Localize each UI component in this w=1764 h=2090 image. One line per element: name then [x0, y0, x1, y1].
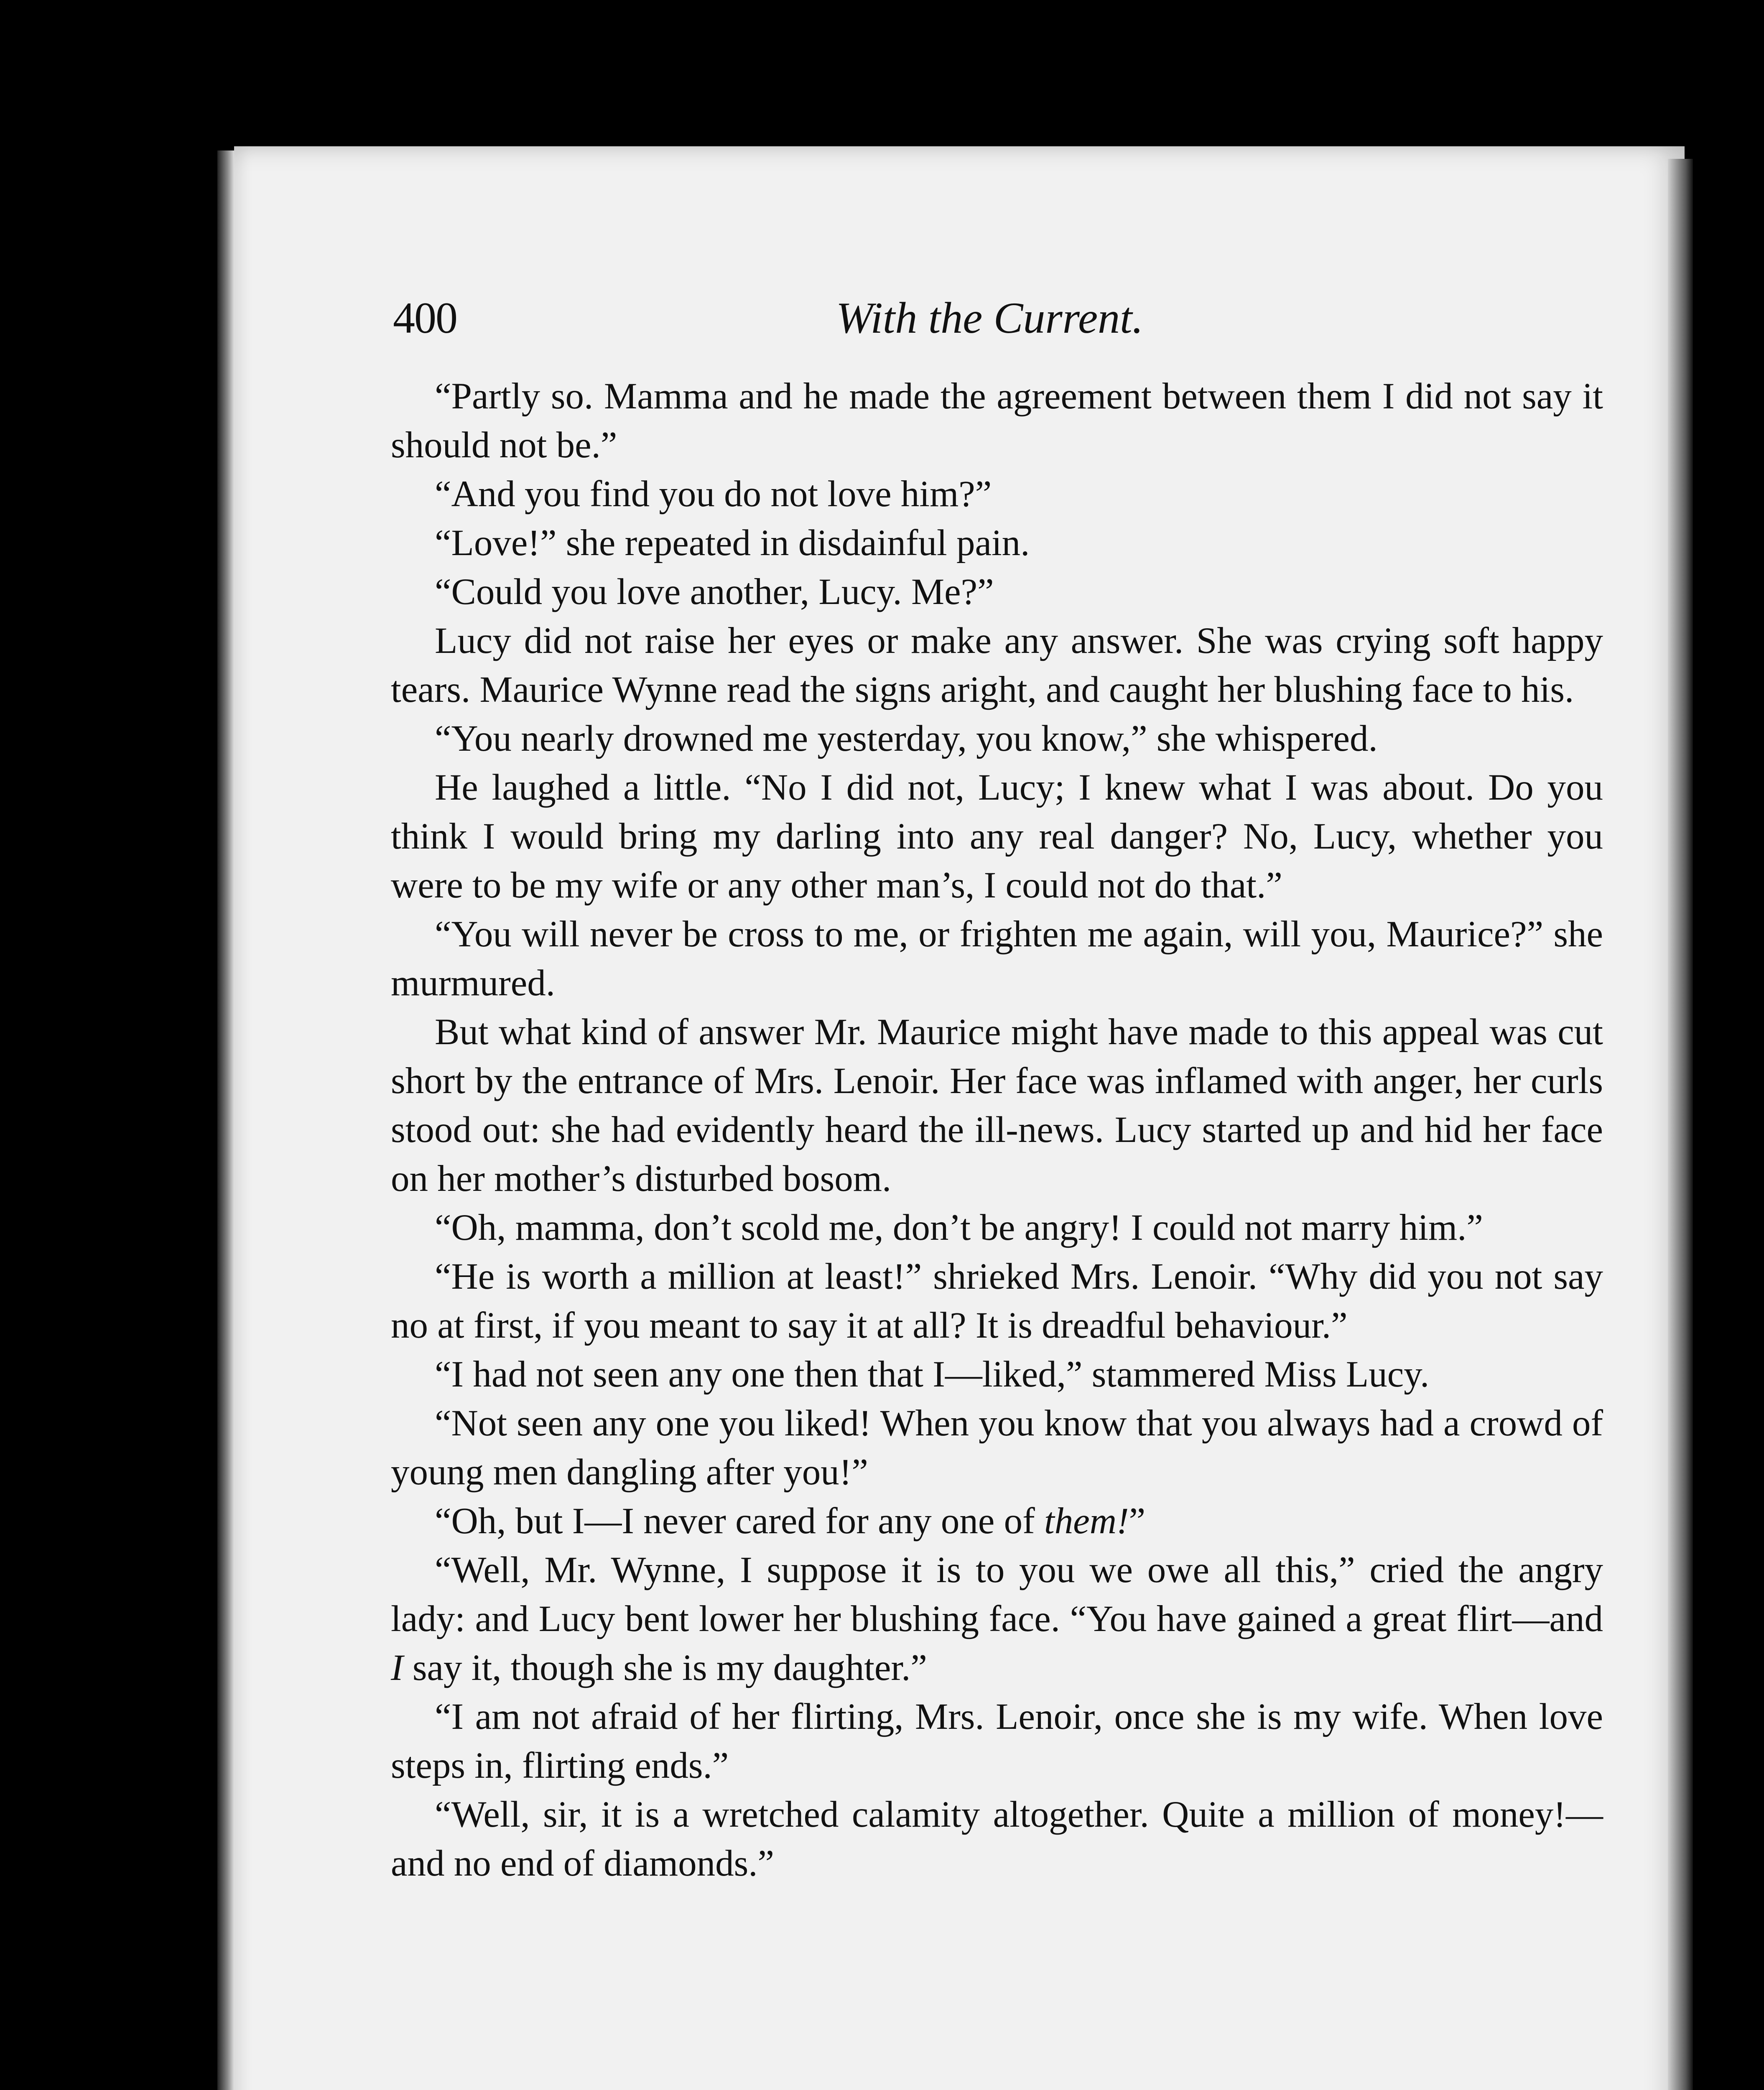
running-title: With the Current. — [836, 293, 1144, 342]
paragraph: But what kind of answer Mr. Maurice might have made to this appeal was cut short by the entrance of Mrs. Lenoir. Her face was inflamed with anger, her curls stood out: she had evidently heard the ill-news. Lucy started up and hid her face on her mother’s disturbed bosom. — [391, 1012, 1603, 1199]
paragraph: “He is worth a million at least!” shrieked Mrs. Lenoir. “Why did you not say no at first, if you meant to say it at all? It is dreadful behaviour.” — [391, 1256, 1603, 1346]
paragraph: “Oh, mamma, don’t scold me, don’t be angry! I could not marry him.” — [435, 1207, 1483, 1248]
text-run: “Oh, but I—I never cared for any one of — [435, 1501, 1044, 1542]
page-fore-edge — [1668, 159, 1693, 2090]
page-number: 400 — [393, 293, 457, 342]
paragraph: “Well, sir, it is a wretched calamity altogether. Quite a million of money!—and no end of diamonds.” — [391, 1794, 1603, 1884]
paragraph-them — [391, 1497, 1603, 1546]
running-header — [393, 293, 1605, 351]
page-spine-edge — [217, 150, 234, 2090]
paragraph: “And you find you do not love him?” — [435, 474, 992, 515]
paragraph: “You will never be cross to me, or frighten me again, will you, Maurice?” she murmured. — [391, 914, 1603, 1004]
paragraph-flirt — [391, 1546, 1603, 1692]
paragraph: “Could you love another, Lucy. Me?” — [435, 571, 994, 612]
paragraph: “Partly so. Mamma and he made the agreement between them I did not say it should not be.” — [391, 376, 1603, 466]
paragraph: “Love!” she repeated in disdainful pain. — [435, 522, 1030, 563]
paragraph: “I am not afraid of her flirting, Mrs. Lenoir, once she is my wife. When love steps in, flirting ends.” — [391, 1696, 1603, 1786]
text-run: say it, though she is my daughter.” — [403, 1647, 927, 1688]
paragraph: “You nearly drowned me yesterday, you know,” she whispered. — [435, 718, 1378, 759]
paragraph: “I had not seen any one then that I—liked,” stammered Miss Lucy. — [435, 1354, 1430, 1395]
text-run: ” — [1129, 1501, 1146, 1542]
paragraph: Lucy did not raise her eyes or make any answer. She was crying soft happy tears. Maurice Wynne read the signs aright, and caught her blushing face to his. — [391, 620, 1603, 710]
text-run: “Well, Mr. Wynne, I suppose it is to you we owe all this,” cried the angry lady: and Lucy bent lower her blushing face. “You have gained a great flirt—and — [391, 1550, 1603, 1639]
body-text — [391, 372, 1603, 1888]
paragraph: “Not seen any one you liked! When you know that you always had a crowd of young men dangling after you!” — [391, 1403, 1603, 1493]
italic-emphasis: I — [391, 1647, 403, 1688]
italic-emphasis: them! — [1044, 1501, 1129, 1542]
paragraph: He laughed a little. “No I did not, Lucy; I knew what I was about. Do you think I would bring my darling into any real danger? No, Lucy, whether you were to be my wife or any other man’s, I could not do that.” — [391, 767, 1603, 906]
